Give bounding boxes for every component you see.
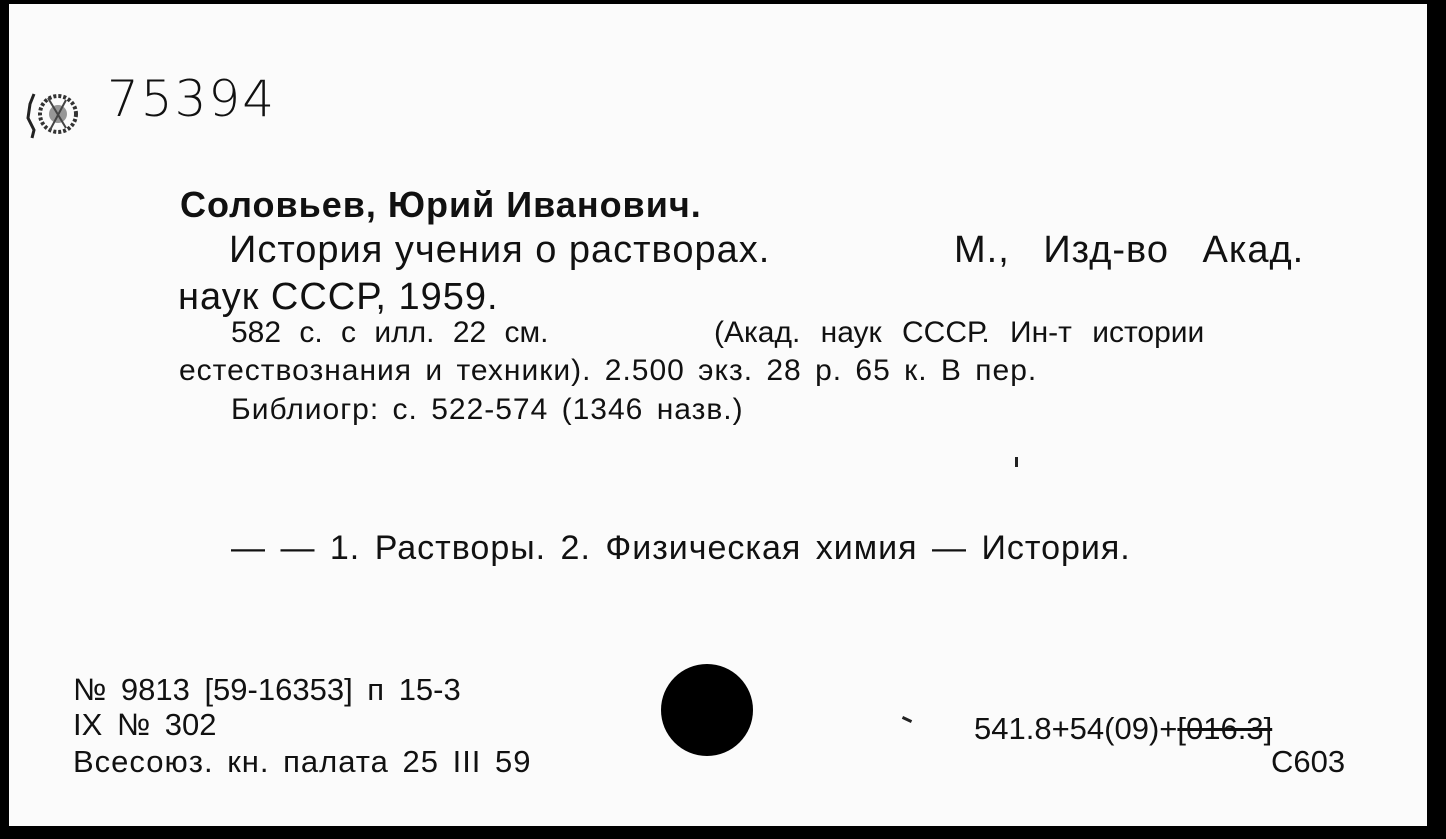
series-number: IX № 302	[73, 707, 217, 742]
collation-line-1b: (Акад. наук СССР. Ин-т истории	[714, 316, 1205, 349]
catalog-card	[9, 4, 1434, 826]
book-chamber-line: Всесоюз. кн. палата 25 III 59	[73, 744, 532, 779]
subject-headings: — — 1. Растворы. 2. Физическая химия — История.	[231, 529, 1131, 567]
bibliography-note: Библиогр: с. 522-574 (1346 назв.)	[231, 393, 744, 426]
title-line-2: наук СССР, 1959.	[178, 276, 499, 318]
speck-mark	[1015, 457, 1018, 467]
collation-line-1a: 582 с. с илл. 22 см.	[231, 316, 549, 349]
collation-line-2: естествознания и техники). 2.500 экз. 28 р. 65 к. В пер.	[179, 354, 1038, 387]
library-stamp-icon	[22, 84, 80, 142]
author-heading: Соловьев, Юрий Иванович.	[180, 184, 702, 225]
udk-classification	[974, 711, 1272, 747]
title-line-1: История учения о растворах.	[229, 229, 771, 271]
inventory-number: 75394	[107, 70, 277, 128]
card-number: № 9813 [59-16353] п 15-3	[73, 672, 461, 707]
bbk-classification: С603	[1271, 744, 1346, 779]
udk-main: 541.8+54(09)+	[974, 711, 1178, 746]
udk-struck: [016.3]	[1177, 711, 1273, 746]
speck-mark	[902, 716, 912, 723]
punch-hole	[661, 664, 753, 756]
card-edge	[1427, 4, 1434, 826]
publisher-line-1: М., Изд-во Акад.	[954, 229, 1305, 271]
